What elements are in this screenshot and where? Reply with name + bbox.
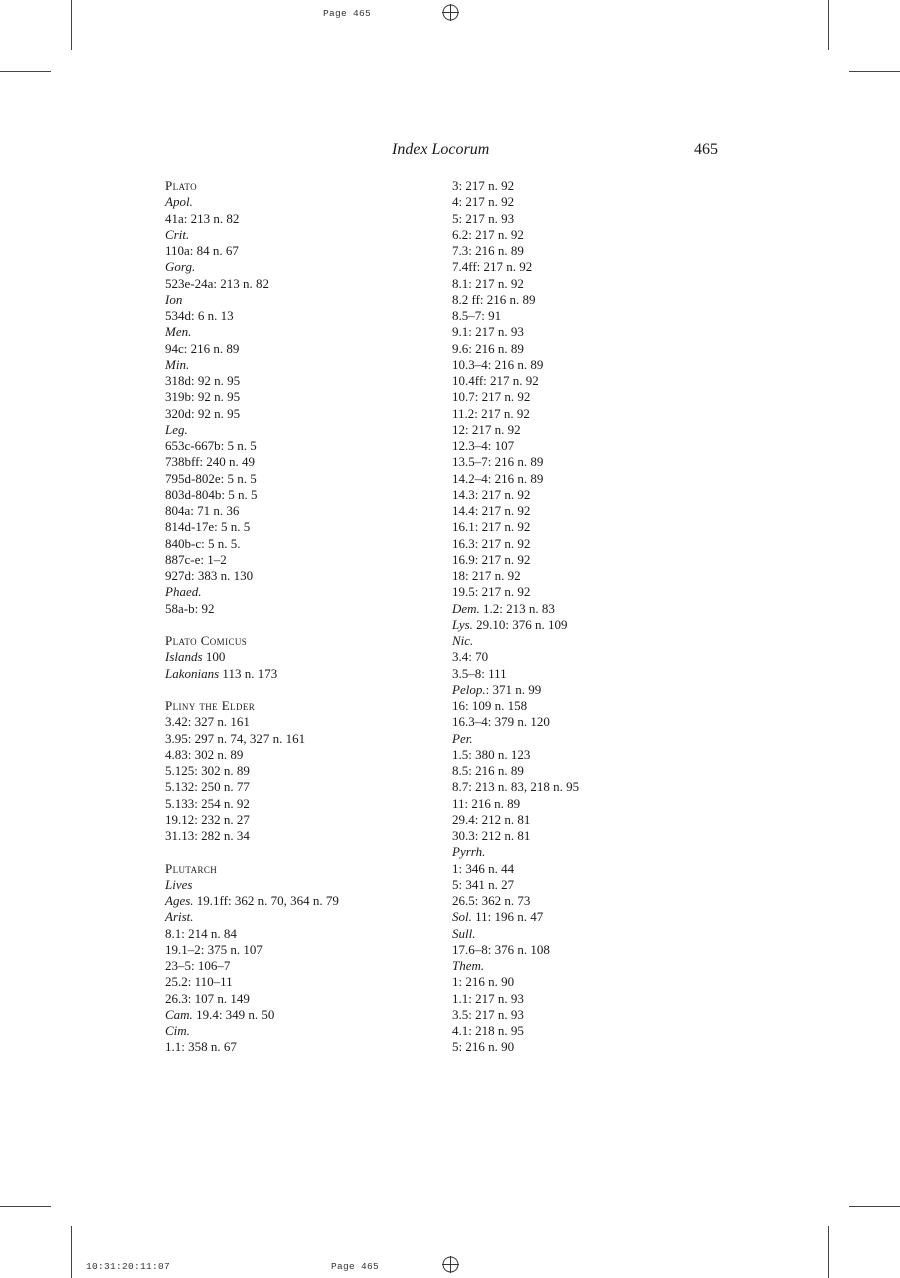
index-reference: 94c: 216 n. 89: [165, 340, 240, 356]
index-work-title: Islands: [165, 649, 203, 665]
index-reference: 13.5–7: 216 n. 89: [452, 454, 544, 470]
crop-mark: [71, 1226, 72, 1278]
index-reference: 8.2 ff: 216 n. 89: [452, 291, 536, 307]
running-title: Index Locorum: [392, 141, 490, 158]
index-reference: 16.1: 217 n. 92: [452, 519, 531, 535]
index-reference: 110a: 84 n. 67: [165, 243, 239, 258]
index-work-title: Cam.: [165, 1006, 193, 1022]
index-reference: 804a: 71 n. 36: [165, 503, 240, 518]
index-reference: 14.2–4: 216 n. 89: [452, 470, 544, 486]
index-reference: 4.83: 302 n. 89: [165, 746, 244, 762]
index-reference: 19.12: 232 n. 27: [165, 811, 250, 827]
index-reference: : 371 n. 99: [485, 681, 542, 697]
index-reference: 7.3: 216 n. 89: [452, 243, 524, 258]
index-column-right: [452, 178, 722, 1056]
index-reference: 26.3: 107 n. 149: [165, 990, 250, 1006]
index-reference: 9.1: 217 n. 93: [452, 324, 524, 340]
index-column-left: [165, 178, 435, 1056]
index-reference: 8.1: 214 n. 84: [165, 925, 237, 941]
index-reference: 12.3–4: 107: [452, 438, 515, 453]
index-entry: [452, 909, 722, 925]
index-reference: 814d-17e: 5 n. 5: [165, 519, 251, 535]
index-entry: [165, 1007, 435, 1023]
index-work-title: Crit.: [165, 226, 190, 242]
index-reference: 19.1–2: 375 n. 107: [165, 941, 263, 957]
index-reference: 4: 217 n. 92: [452, 194, 515, 210]
index-reference: 25.2: 110–11: [165, 974, 233, 990]
index-reference: 19.4: 349 n. 50: [192, 1006, 275, 1022]
index-author-heading: Plato: [165, 178, 198, 193]
index-work-title: Sull.: [452, 925, 476, 941]
entry-spacer: [165, 844, 435, 860]
index-reference: 1: 346 n. 44: [452, 860, 515, 876]
index-work-title: Phaed.: [165, 584, 202, 600]
index-reference: 5: 217 n. 93: [452, 210, 515, 226]
index-reference: 3.4: 70: [452, 649, 489, 665]
index-reference: 803d-804b: 5 n. 5: [165, 486, 258, 502]
index-entry: [165, 893, 435, 909]
index-entry: [165, 649, 435, 665]
index-reference: 19.1ff: 362 n. 70, 364 n. 79: [193, 893, 339, 908]
index-reference: 5.125: 302 n. 89: [165, 763, 250, 778]
index-work-title: Lys.: [452, 616, 473, 632]
index-work-title: Men.: [165, 324, 192, 340]
index-work-title: Arist.: [165, 909, 194, 925]
index-reference: 3.95: 297 n. 74, 327 n. 161: [165, 730, 306, 746]
index-reference: 100: [202, 649, 226, 665]
index-work-title: Ion: [165, 291, 183, 307]
index-reference: 1.2: 213 n. 83: [479, 600, 555, 616]
index-reference: 12: 217 n. 92: [452, 421, 521, 437]
index-reference: 1.1: 217 n. 93: [452, 990, 524, 1006]
index-work-title: Sol.: [452, 909, 472, 925]
index-reference: 16.3–4: 379 n. 120: [452, 714, 550, 730]
index-reference: 11: 216 n. 89: [452, 795, 521, 811]
index-reference: 10.7: 217 n. 92: [452, 389, 531, 405]
crop-mark: [0, 1206, 51, 1207]
index-reference: 14.3: 217 n. 92: [452, 486, 531, 502]
index-work-title: Pyrrh.: [452, 844, 486, 860]
index-work-title: Min.: [165, 356, 190, 372]
index-reference: 10.3–4: 216 n. 89: [452, 356, 544, 372]
index-work-title: Them.: [452, 958, 485, 973]
index-reference: 523e-24a: 213 n. 82: [165, 275, 269, 291]
index-reference: 887c-e: 1–2: [165, 551, 227, 567]
index-reference: 8.1: 217 n. 92: [452, 275, 524, 291]
slug-top-page: Page 465: [323, 8, 372, 19]
index-reference: 653c-667b: 5 n. 5: [165, 438, 257, 453]
index-reference: 14.4: 217 n. 92: [452, 503, 531, 518]
index-reference: 16: 109 n. 158: [452, 698, 528, 713]
index-reference: 8.5: 216 n. 89: [452, 763, 524, 778]
index-work-title: Pelop.: [452, 681, 486, 697]
index-reference: 23–5: 106–7: [165, 958, 231, 973]
index-reference: 795d-802e: 5 n. 5: [165, 470, 257, 486]
index-work-title: Lives: [165, 876, 193, 892]
registration-mark-icon: [442, 1256, 459, 1273]
index-reference: 7.4ff: 217 n. 92: [452, 259, 533, 275]
index-work-title: Lakonians: [165, 665, 220, 681]
index-reference: 10.4ff: 217 n. 92: [452, 373, 539, 388]
index-reference: 41a: 213 n. 82: [165, 210, 240, 226]
index-reference: 8.7: 213 n. 83, 218 n. 95: [452, 779, 580, 795]
index-reference: 5: 216 n. 90: [452, 1039, 515, 1055]
index-reference: 1.5: 380 n. 123: [452, 746, 531, 762]
index-work-title: Cim.: [165, 1023, 190, 1038]
index-reference: 113 n. 173: [219, 665, 278, 681]
index-reference: 31.13: 282 n. 34: [165, 828, 250, 843]
index-reference: 840b-c: 5 n. 5.: [165, 535, 241, 551]
index-entry: [165, 666, 435, 682]
index-reference: 3.5–8: 111: [452, 665, 507, 681]
index-author-heading: Pliny the Elder: [165, 698, 256, 713]
crop-mark: [0, 71, 51, 72]
index-reference: 5: 341 n. 27: [452, 876, 515, 892]
index-reference: 8.5–7: 91: [452, 308, 502, 323]
index-reference: 17.6–8: 376 n. 108: [452, 941, 550, 957]
index-reference: 26.5: 362 n. 73: [452, 893, 531, 908]
index-reference: 19.5: 217 n. 92: [452, 584, 531, 600]
crop-mark: [849, 71, 900, 72]
index-reference: 738bff: 240 n. 49: [165, 454, 256, 470]
index-reference: 3: 217 n. 92: [452, 178, 515, 193]
index-author-heading: Plato Comicus: [165, 633, 248, 648]
entry-spacer: [165, 617, 435, 633]
index-reference: 5.133: 254 n. 92: [165, 795, 250, 811]
entry-spacer: [165, 682, 435, 698]
index-reference: 11.2: 217 n. 92: [452, 405, 530, 421]
registration-mark-icon: [442, 4, 459, 21]
index-reference: 6.2: 217 n. 92: [452, 226, 524, 242]
crop-mark: [828, 1226, 829, 1278]
index-work-title: Per.: [452, 730, 473, 746]
index-reference: 534d: 6 n. 13: [165, 308, 234, 323]
index-reference: 927d: 383 n. 130: [165, 568, 254, 583]
index-author-heading: Plutarch: [165, 860, 218, 876]
index-work-title: Nic.: [452, 633, 474, 648]
crop-mark: [849, 1206, 900, 1207]
index-work-title: Leg.: [165, 421, 188, 437]
index-reference: 58a-b: 92: [165, 600, 215, 616]
index-reference: 3.5: 217 n. 93: [452, 1006, 524, 1022]
index-reference: 320d: 92 n. 95: [165, 405, 241, 421]
index-reference: 318d: 92 n. 95: [165, 373, 241, 388]
index-reference: 29.4: 212 n. 81: [452, 811, 531, 827]
index-reference: 4.1: 218 n. 95: [452, 1023, 524, 1038]
index-work-title: Dem.: [452, 600, 480, 616]
index-reference: 30.3: 212 n. 81: [452, 828, 531, 843]
index-reference: 1: 216 n. 90: [452, 974, 515, 990]
index-work-title: Gorg.: [165, 259, 196, 275]
index-entry: [452, 601, 722, 617]
index-work-title: Apol.: [165, 194, 193, 210]
crop-mark: [828, 0, 829, 50]
index-entry: [452, 682, 722, 698]
index-reference: 3.42: 327 n. 161: [165, 714, 250, 730]
index-reference: 11: 196 n. 47: [471, 909, 544, 925]
index-reference: 29.10: 376 n. 109: [472, 616, 568, 632]
index-reference: 16.9: 217 n. 92: [452, 551, 531, 567]
index-reference: 9.6: 216 n. 89: [452, 340, 524, 356]
crop-mark: [71, 0, 72, 50]
index-reference: 1.1: 358 n. 67: [165, 1039, 237, 1055]
index-reference: 18: 217 n. 92: [452, 568, 521, 583]
index-work-title: Ages.: [165, 893, 194, 908]
index-reference: 319b: 92 n. 95: [165, 389, 241, 405]
slug-timestamp: 10:31:20:11:07: [86, 1261, 171, 1272]
page-number: 465: [694, 141, 718, 158]
slug-bottom-page: Page 465: [331, 1261, 380, 1272]
index-entry: [452, 617, 722, 633]
index-reference: 5.132: 250 n. 77: [165, 779, 250, 795]
index-reference: 16.3: 217 n. 92: [452, 535, 531, 551]
